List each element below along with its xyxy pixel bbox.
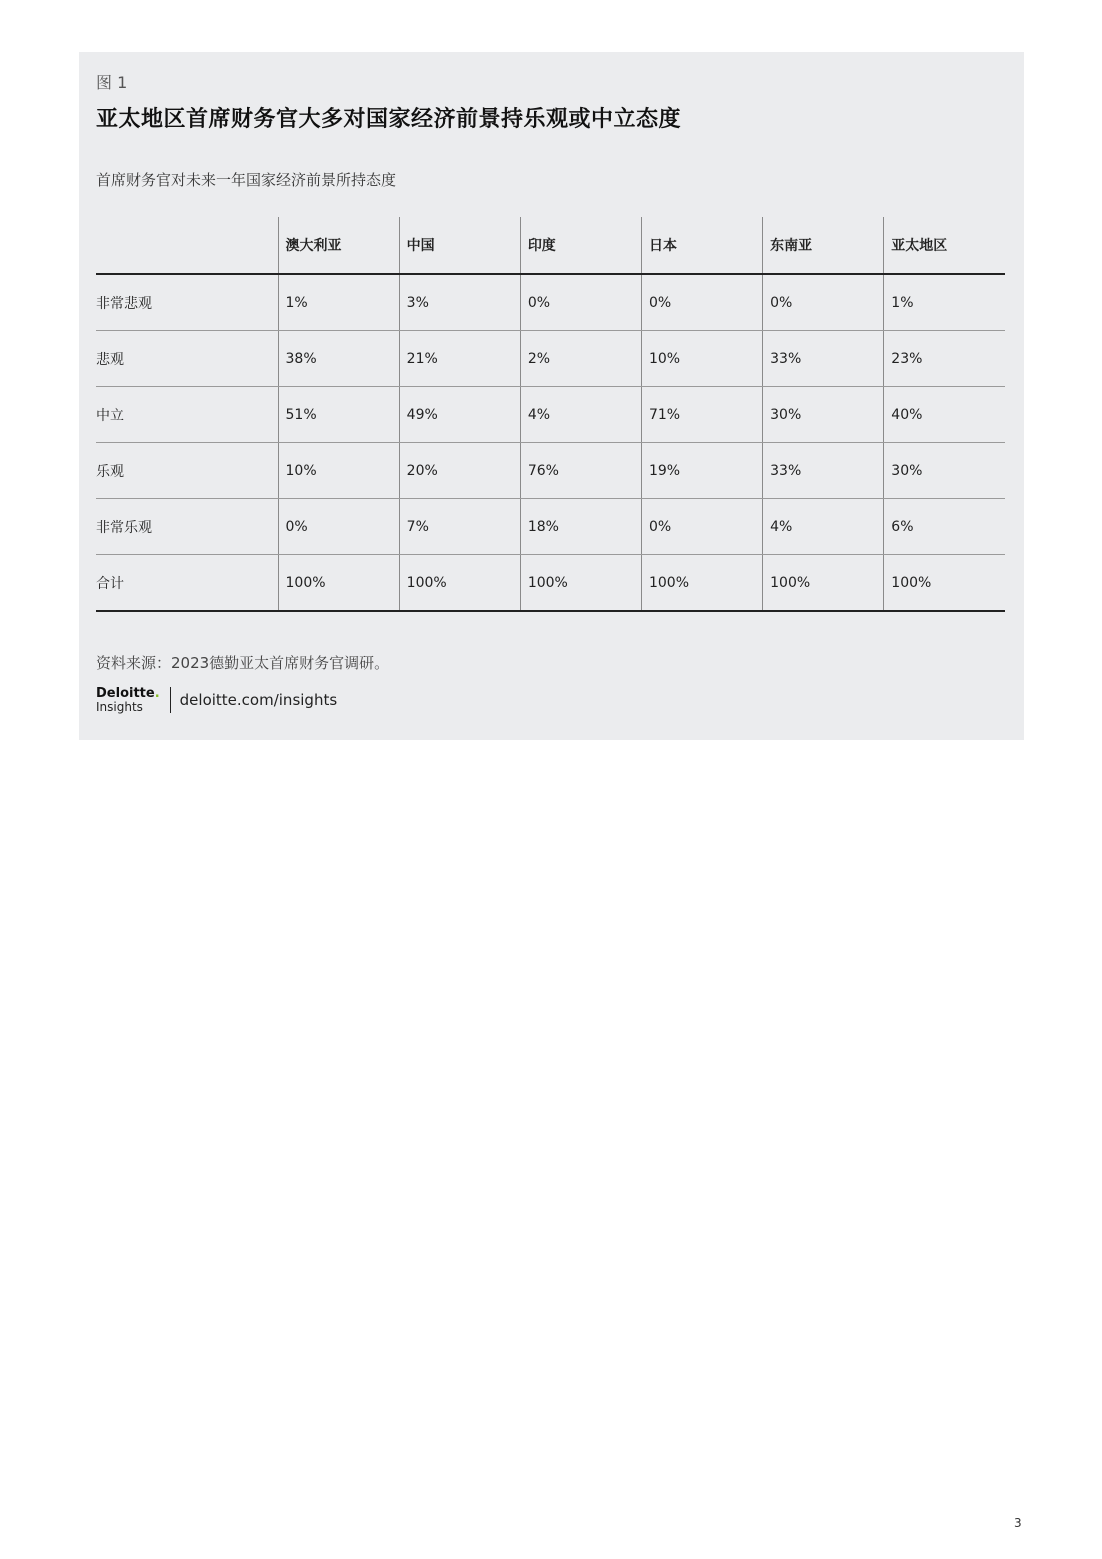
table-cell: 23% — [884, 331, 1005, 387]
logo-green-dot: . — [154, 686, 160, 701]
header-corner — [96, 217, 278, 274]
row-label: 合计 — [96, 555, 278, 612]
row-label: 非常悲观 — [96, 274, 278, 331]
logo-wordmark-text: Deloitte — [96, 686, 155, 701]
table-cell: 1% — [278, 274, 399, 331]
table-cell: 2% — [520, 331, 641, 387]
row-label: 乐观 — [96, 443, 278, 499]
brand-divider — [170, 687, 171, 713]
table-cell: 100% — [399, 555, 520, 612]
figure-title: 亚太地区首席财务官大多对国家经济前景持乐观或中立态度 — [96, 107, 682, 132]
header-china: 中国 — [399, 217, 520, 274]
table-cell: 10% — [641, 331, 762, 387]
table-cell: 33% — [763, 443, 884, 499]
table-cell: 19% — [641, 443, 762, 499]
table-cell: 100% — [278, 555, 399, 612]
figure-subtitle: 首席财务官对未来一年国家经济前景所持态度 — [96, 171, 397, 189]
header-australia: 澳大利亚 — [278, 217, 399, 274]
table-cell: 20% — [399, 443, 520, 499]
figure-label: 图 1 — [96, 73, 128, 92]
outlook-table — [96, 217, 1005, 612]
table-cell: 18% — [520, 499, 641, 555]
table-cell: 76% — [520, 443, 641, 499]
table-cell: 7% — [399, 499, 520, 555]
header-japan: 日本 — [641, 217, 762, 274]
table-row — [96, 331, 1005, 387]
table-cell: 100% — [763, 555, 884, 612]
table-row — [96, 443, 1005, 499]
header-india: 印度 — [520, 217, 641, 274]
table-cell: 38% — [278, 331, 399, 387]
brand-block — [96, 685, 337, 715]
header-asia-pacific: 亚太地区 — [884, 217, 1005, 274]
logo-wordmark — [96, 687, 160, 700]
table-cell: 0% — [641, 499, 762, 555]
table-row — [96, 499, 1005, 555]
logo-subtext: Insights — [96, 700, 143, 714]
table-row — [96, 274, 1005, 331]
table-cell: 4% — [763, 499, 884, 555]
table-cell: 0% — [763, 274, 884, 331]
brand-url[interactable]: deloitte.com/insights — [179, 691, 338, 709]
table-cell: 21% — [399, 331, 520, 387]
table-cell: 40% — [884, 387, 1005, 443]
table-cell: 100% — [641, 555, 762, 612]
row-label: 中立 — [96, 387, 278, 443]
table-cell: 0% — [641, 274, 762, 331]
table-cell: 0% — [278, 499, 399, 555]
row-label: 悲观 — [96, 331, 278, 387]
table-cell: 3% — [399, 274, 520, 331]
table-cell: 0% — [520, 274, 641, 331]
deloitte-insights-logo — [96, 687, 160, 713]
table-cell: 10% — [278, 443, 399, 499]
table-cell: 33% — [763, 331, 884, 387]
table-row-total — [96, 555, 1005, 612]
table-cell: 30% — [884, 443, 1005, 499]
figure-panel — [79, 52, 1024, 740]
table-cell: 1% — [884, 274, 1005, 331]
page-number: 3 — [1014, 1516, 1022, 1530]
table-header-row — [96, 217, 1005, 274]
table-cell: 100% — [520, 555, 641, 612]
table-row — [96, 387, 1005, 443]
table-cell: 30% — [763, 387, 884, 443]
table-cell: 49% — [399, 387, 520, 443]
row-label: 非常乐观 — [96, 499, 278, 555]
table-cell: 51% — [278, 387, 399, 443]
table-cell: 71% — [641, 387, 762, 443]
table-cell: 6% — [884, 499, 1005, 555]
source-note: 资料来源：2023德勤亚太首席财务官调研。 — [96, 654, 390, 672]
header-southeast-asia: 东南亚 — [763, 217, 884, 274]
table-cell: 100% — [884, 555, 1005, 612]
table-cell: 4% — [520, 387, 641, 443]
